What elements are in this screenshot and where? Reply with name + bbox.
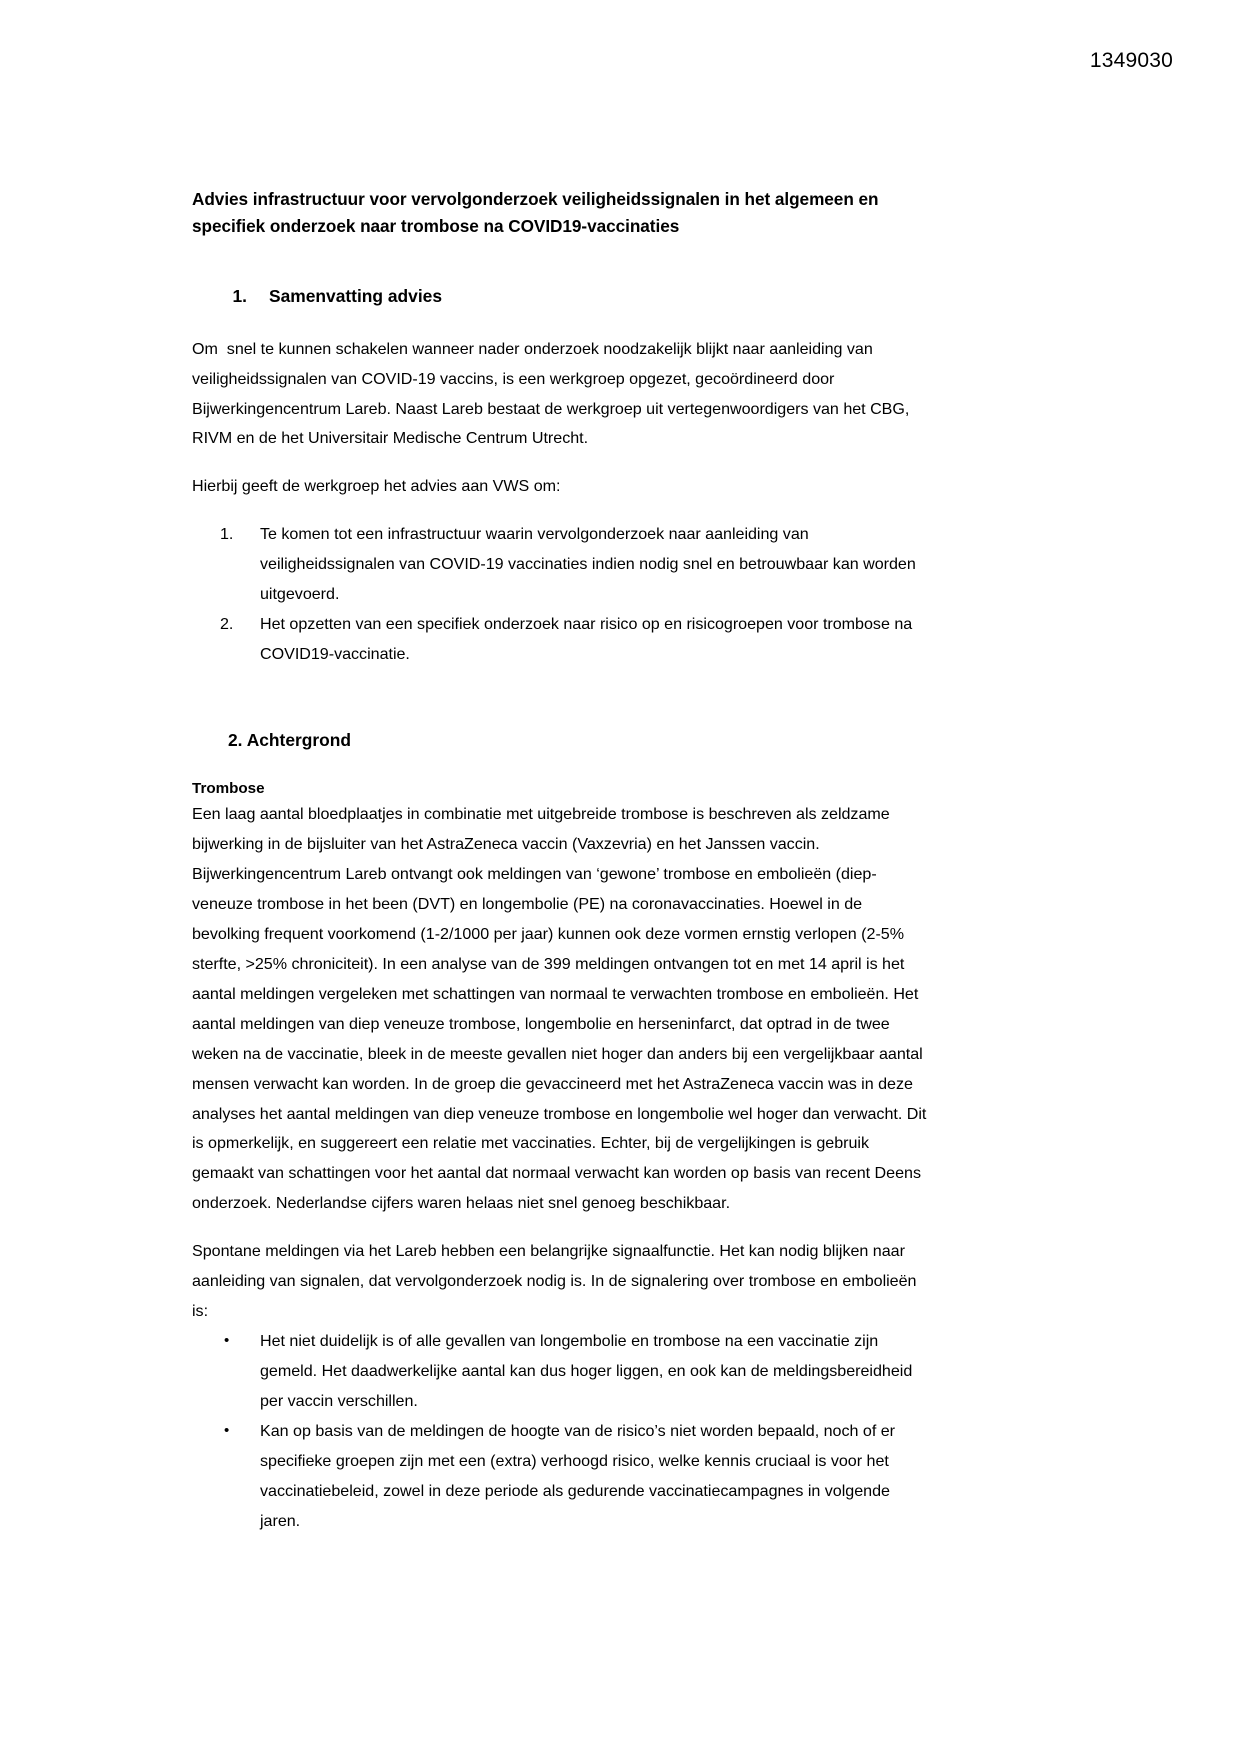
list-item-text: Het niet duidelijk is of alle gevallen van longembolie en trombose na een vaccinatie zijn gemeld. Het daadwerkelijke aantal kan dus hoger liggen, en ook kan de meldingsbereidheid per vaccin verschillen. <box>260 1331 913 1410</box>
section-heading-samenvatting <box>192 284 928 308</box>
signal-list <box>192 1327 928 1536</box>
section-number-1: 1. <box>232 286 247 307</box>
signal-list-item <box>192 1327 928 1417</box>
achtergrond-paragraph-1: Een laag aantal bloedplaatjes in combinatie met uitgebreide trombose is beschreven als zeldzame bijwerking in de bijsluiter van het AstraZeneca vaccin (Vaxzevria) en het Janssen vaccin. Bijwerkingencentrum Lareb ontvangt ook meldingen van ‘gewone’ trombose en embolieën (diep-veneuze trombose in het been (DVT) en longembolie (PE) na coronavaccinaties. Hoewel in de bevolking frequent voorkomend (1-2/1000 per jaar) kunnen ook deze vormen ernstig verlopen (2-5% sterfte, >25% chroniciteit). In een analyse van de 399 meldingen ontvangen tot en met 14 april is het aantal meldingen vergeleken met schattingen van normaal te verwachten trombose en embolieën. Het aantal meldingen van diep veneuze trombose, longembolie en herseninfarct, dat optrad in de twee weken na de vaccinatie, bleek in de meeste gevallen niet hoger dan anders bij een vergelijkbaar aantal mensen verwacht kan worden. In de groep die gevaccineerd met het AstraZeneca vaccin was in deze analyses het aantal meldingen van diep veneuze trombose en longembolie wel hoger dan verwacht. Dit is opmerkelijk, en suggereert een relatie met vaccinaties. Echter, bij de vergelijkingen is gebruik gemaakt van schattingen voor het aantal dat normaal verwacht kan worden op basis van recent Deens onderzoek. Nederlandse cijfers waren helaas niet snel genoeg beschikbaar. <box>192 805 931 1213</box>
samenvatting-paragraph-2: Hierbij geeft de werkgroep het advies aan VWS om: <box>192 477 561 496</box>
document-body <box>192 186 931 1536</box>
list-item-text: Kan op basis van de meldingen de hoogte van de risico’s niet worden bepaald, noch of er specifieke groepen zijn met een (extra) verhoogd risico, welke kennis cruciaal is voor het vaccinatiebeleid, zowel in deze periode als gedurende vaccinatiecampagnes in volgende jaren. <box>260 1421 895 1530</box>
bullet-icon: • <box>224 1331 230 1349</box>
list-item-text: Te komen tot een infrastructuur waarin vervolgonderzoek naar aanleiding van veiligheidssignalen van COVID-19 vaccinaties indien nodig snel en betrouwbaar kan worden uitgevoerd. <box>260 525 916 604</box>
document-number: 1349030 <box>1089 49 1173 72</box>
list-marker: 2. <box>220 615 234 634</box>
document-title <box>192 186 928 240</box>
list-item-text: Het opzetten van een specifiek onderzoek naar risico op en risicogroepen voor trombose na COVID19-vaccinatie. <box>260 615 913 663</box>
document-title-line-1: Advies infrastructuur voor vervolgonderzoek veiligheidssignalen in het algemeen en <box>192 189 879 209</box>
samenvatting-paragraph-1: Om snel te kunnen schakelen wanneer nader onderzoek noodzakelijk blijkt naar aanleiding van veiligheidssignalen van COVID-19 vaccins, is een werkgroep opgezet, gecoördineerd door Bijwerkingencentrum Lareb. Naast Lareb bestaat de werkgroep uit vertegenwoordigers van het CBG, RIVM en de het Universitair Medische Centrum Utrecht. <box>192 339 914 448</box>
list-marker: 1. <box>220 525 234 544</box>
advice-list <box>192 520 928 670</box>
bullet-icon: • <box>224 1421 230 1439</box>
achtergrond-paragraph-2: Spontane meldingen via het Lareb hebben een belangrijke signaalfunctie. Het kan nodig blijken naar aanleiding van signalen, dat vervolgonderzoek nodig is. In de signalering over trombose en embolieën is: <box>192 1242 921 1321</box>
advice-list-item <box>192 520 928 610</box>
signal-list-item <box>192 1417 928 1537</box>
document-title-line-2: specifiek onderzoek naar trombose na COVID19-vaccinaties <box>192 216 680 237</box>
section-title-1: Samenvatting advies <box>269 286 443 307</box>
section-heading-achtergrond: 2. Achtergrond <box>228 729 352 750</box>
advice-list-item <box>192 610 928 670</box>
subheading-trombose: Trombose <box>192 780 265 798</box>
